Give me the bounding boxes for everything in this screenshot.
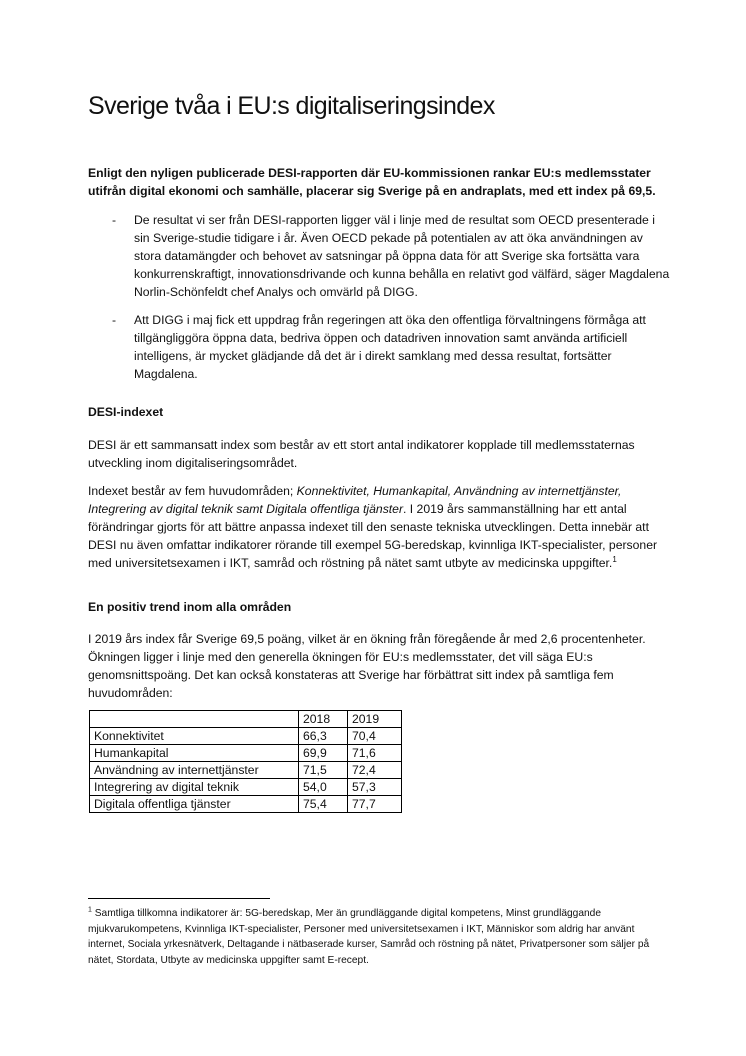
desi-paragraph-2-intro: Indexet består av fem huvudområden; bbox=[88, 484, 297, 498]
table-cell-area: Användning av internettjänster bbox=[90, 762, 299, 779]
bullet-text: De resultat vi ser från DESI-rapporten ligger väl i linje med de resultat som OECD presenterade i sin Sverige-studie tidigare i år. Även OECD pekade på potentialen av att öka användningen av stora datamängder och behovet av satsningar på öppna data för att Sverige ska fortsätta vara konkurrenskraftigt, innovationsdrivande och kunna behålla en relativt god välfärd, säger Magdalena Norlin-Schönfeldt chef Analys och omvärld på DIGG. bbox=[134, 213, 670, 299]
footnote bbox=[88, 906, 668, 968]
table-cell-2019: 77,7 bbox=[348, 796, 402, 813]
table-header-cell bbox=[90, 711, 299, 728]
page-title: Sverige tvåa i EU:s digitaliseringsindex bbox=[88, 92, 495, 120]
table-cell-area: Integrering av digital teknik bbox=[90, 779, 299, 796]
table-row bbox=[90, 796, 402, 813]
table-cell-area: Digitala offentliga tjänster bbox=[90, 796, 299, 813]
table-cell-2018: 54,0 bbox=[299, 779, 348, 796]
footnote-separator bbox=[88, 898, 270, 899]
trend-paragraph: I 2019 års index får Sverige 69,5 poäng, vilket är en ökning från föregående år med 2,6 procentenheter. Ökningen ligger i linje med den generella ökningen för EU:s medlemsstater, det vill säga EU:s genomsnittspoäng. Det kan också konstateras att Sverige har förbättrat sitt index på samtliga fem huvudområden: bbox=[88, 632, 646, 700]
lead-paragraph: Enligt den nyligen publicerade DESI-rapporten där EU-kommissionen rankar EU:s medlemsstater utifrån digital ekonomi och samhälle, placerar sig Sverige på en andraplats, med ett index på 69,5. bbox=[88, 166, 656, 198]
section-heading-trend: En positiv trend inom alla områden bbox=[88, 600, 292, 614]
section-heading-desi: DESI-indexet bbox=[88, 405, 164, 419]
footnote-reference[interactable]: 1 bbox=[612, 554, 617, 564]
bullet-marker: - bbox=[112, 313, 117, 327]
bullet-item bbox=[112, 311, 672, 383]
desi-areas-italic: Konnektivitet, Humankapital, Användning av internettjänster, Integrering av digital teknik samt Digitala offentliga tjänster bbox=[88, 484, 622, 516]
table-row bbox=[90, 745, 402, 762]
desi-paragraph-1: DESI är ett sammansatt index som består av ett stort antal indikatorer kopplade till medlemsstaternas utveckling inom digitaliseringsområdet. bbox=[88, 438, 635, 470]
bullet-item bbox=[112, 211, 672, 301]
table-cell-2018: 66,3 bbox=[299, 728, 348, 745]
table-cell-2019: 70,4 bbox=[348, 728, 402, 745]
table-header-cell: 2019 bbox=[348, 711, 402, 728]
desi-paragraph-2 bbox=[88, 482, 668, 572]
table-row bbox=[90, 762, 402, 779]
desi-paragraph-2-body: . I 2019 års sammanställning har ett antal förändringar gjorts för att bättre anpassa indexet till den senaste tekniska utvecklingen. Detta innebär att DESI nu även omfattar indikatorer rörande till exempel 5G-beredskap, kvinnliga IKT-specialister, personer med universitetsexamen i IKT, samråd och röstning på nätet samt utbyte av medicinska uppgifter. bbox=[88, 502, 658, 570]
table-cell-2018: 69,9 bbox=[299, 745, 348, 762]
bullet-text: Att DIGG i maj fick ett uppdrag från regeringen att öka den offentliga förvaltningens förmåga att tillgängliggöra öppna data, bedriva öppen och datadriven innovation samt använda artificiell intelligens, är mycket glädjande då det är i direkt samklang med dessa resultat, fortsätter Magdalena. bbox=[134, 313, 646, 381]
table-cell-2019: 57,3 bbox=[348, 779, 402, 796]
footnote-text: Samtliga tillkomna indikatorer är: 5G-beredskap, Mer än grundläggande digital kompetens, Minst grundläggande mjukvarukompetens, Kvinnliga IKT-specialister, Personer med universitetsexamen i IKT, Människor som aldrig har använt internet, Sociala yrkesnätverk, Deltagande i nätbaserade kurser, Samråd och röstning på nätet, Privatpersoner som säljer på nätet, Stordata, Utbyte av medicinska uppgifter samt E-recept. bbox=[88, 908, 650, 966]
bullet-marker: - bbox=[112, 213, 117, 227]
table-cell-2018: 71,5 bbox=[299, 762, 348, 779]
table-cell-2018: 75,4 bbox=[299, 796, 348, 813]
table-cell-2019: 72,4 bbox=[348, 762, 402, 779]
table-cell-2019: 71,6 bbox=[348, 745, 402, 762]
table-cell-area: Konnektivitet bbox=[90, 728, 299, 745]
table-cell-area: Humankapital bbox=[90, 745, 299, 762]
table-header-cell: 2018 bbox=[299, 711, 348, 728]
footnote-marker: 1 bbox=[88, 906, 92, 914]
table-row bbox=[90, 728, 402, 745]
table-header-row bbox=[90, 711, 402, 728]
table-row bbox=[90, 779, 402, 796]
index-table bbox=[89, 710, 402, 813]
